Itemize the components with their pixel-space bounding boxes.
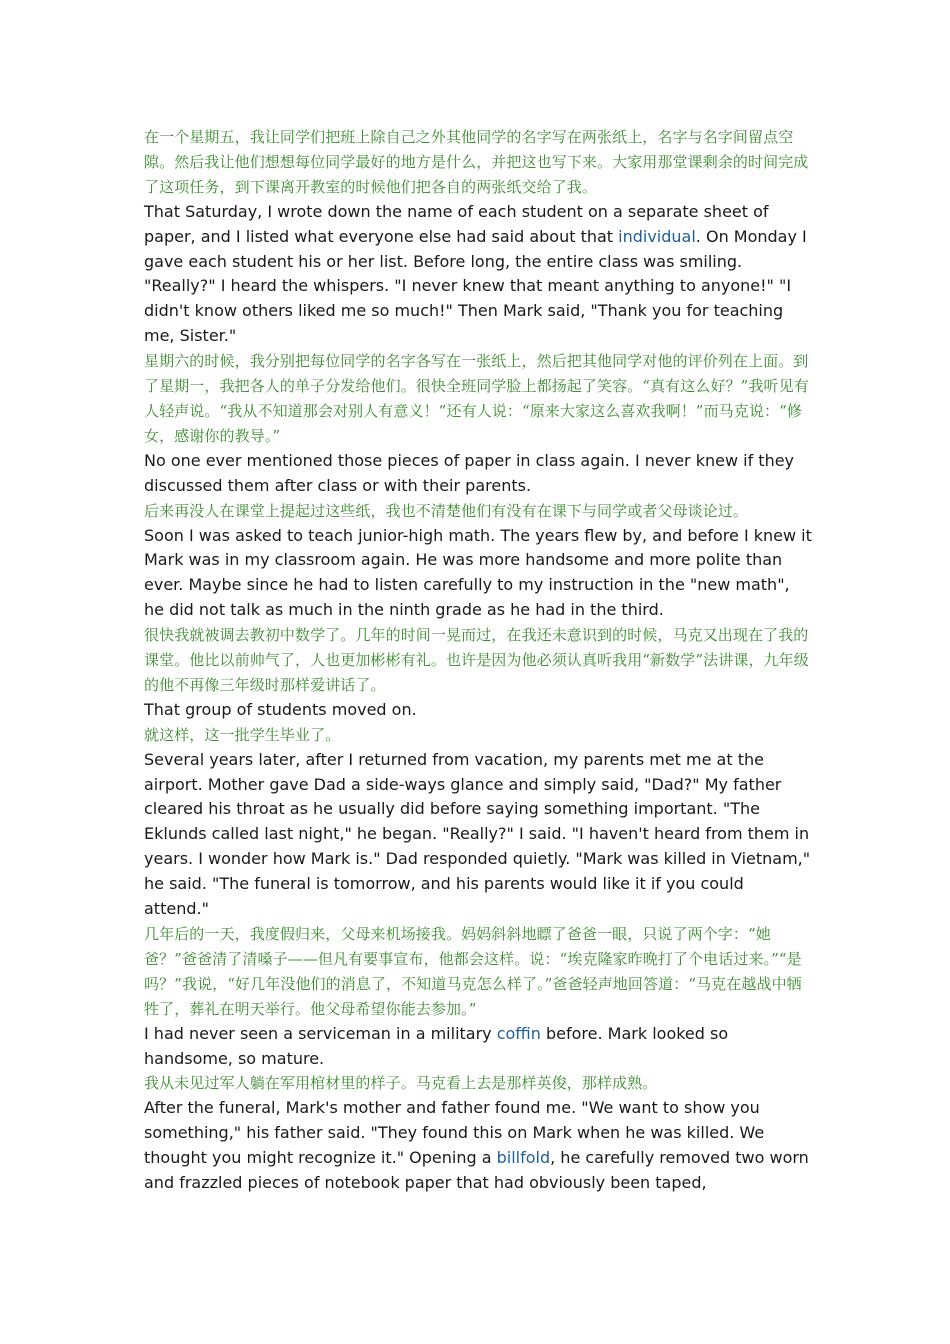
paragraph-text: Several years later, after I returned from vacation, my parents met me at the airport. Mother gave Dad a side-ways glance and simply said, "Dad?" My father cleared his throat as he usually did before saying something important. "The Eklunds called last night," he began. "Really?" I said. "I haven't heard from them in years. I wonder how Mark is." Dad responded quietly. "Mark was killed in Vietnam," he said. "The funeral is tomorrow, and his parents would like it if you could attend." [144, 749, 811, 919]
paragraph-text: 在一个星期五，我让同学们把班上除自己之外其他同学的名字写在两张纸上，名字与名字间留点空隙。然后我让他们想想每位同学最好的地方是什么，并把这也写下来。大家用那堂课剩余的时间完成了这项任务，到下课离开教室的时候他们把各自的两张纸交给了我。 [144, 128, 809, 196]
english-paragraph [144, 1096, 812, 1196]
paragraph-text: After the funeral, Mark's mother and father found me. "We want to show you something," his father said. "They found this on Mark when he was killed. We thought you might recognize it." Opening a [144, 1098, 765, 1168]
paragraph-text: No one ever mentioned those pieces of paper in class again. I never knew if they discussed them after class or with their parents. [144, 450, 795, 495]
english-paragraph [144, 698, 812, 723]
chinese-translation-paragraph [144, 623, 812, 698]
document-body [144, 125, 812, 1196]
chinese-translation-paragraph [144, 723, 812, 748]
english-paragraph [144, 200, 812, 349]
english-paragraph [144, 449, 812, 499]
paragraph-text: I had never seen a serviceman in a military [144, 1023, 497, 1043]
chinese-translation-paragraph [144, 499, 812, 524]
paragraph-text: 后来再没人在课堂上提起过这些纸，我也不清楚他们有没有在课下与同学或者父母谈论过。 [144, 501, 749, 520]
paragraph-text: That Saturday, I wrote down the name of each student on a separate sheet of paper, and I listed what everyone else had said about that [144, 201, 769, 246]
paragraph-text: 几年后的一天，我度假归来，父母来机场接我。妈妈斜斜地瞟了爸爸一眼，只说了两个字：“她爸？”爸爸清了清嗓子——但凡有要事宣布，他都会这样。说：“埃克隆家昨晚打了个电话过来。”“是吗？”我说，“好几年没他们的消息了，不知道马克怎么样了。”爸爸轻声地回答道：“马克在越战中牺牲了，葬礼在明天举行。他父母希望你能去参加。” [144, 925, 802, 1018]
paragraph-text: Soon I was asked to teach junior-high math. The years flew by, and before I knew it Mark was in my classroom again. He was more handsome and more polite than ever. Maybe since he had to listen carefully to my instruction in the "new math", he did not talk as much in the ninth grade as he had in the third. [144, 525, 812, 620]
chinese-translation-paragraph [144, 1071, 812, 1096]
paragraph-text: That group of students moved on. [144, 699, 417, 719]
paragraph-text: . On Monday I gave each student his or her list. Before long, the entire class was smiling. "Really?" I heard the whispers. "I never knew that meant anything to anyone!" "I didn't know others liked me so much!" Then Mark said, "Thank you for teaching me, Sister." [144, 226, 807, 346]
paragraph-text: 我从未见过军人躺在军用棺材里的样子。马克看上去是那样英俊，那样成熟。 [144, 1074, 658, 1093]
paragraph-text: , he carefully removed two worn and frazzled pieces of notebook paper that had obviously been taped, [144, 1148, 809, 1193]
vocabulary-link[interactable]: coffin [496, 1023, 541, 1043]
chinese-translation-paragraph [144, 349, 812, 449]
paragraph-text: 很快我就被调去教初中数学了。几年的时间一晃而过，在我还未意识到的时候，马克又出现在了我的课堂。他比以前帅气了，人也更加彬彬有礼。也许是因为他必须认真听我用“新数学”法讲课，九年级的他不再像三年级时那样爱讲话了。 [144, 626, 809, 694]
paragraph-text: before. Mark looked so handsome, so mature. [144, 1023, 729, 1068]
paragraph-text: 星期六的时候，我分别把每位同学的名字各写在一张纸上，然后把其他同学对他的评价列在上面。到了星期一，我把各人的单子分发给他们。很快全班同学脸上都扬起了笑容。“真有这么好？”我听见有人轻声说。“我从不知道那会对别人有意义！”还有人说：“原来大家这么喜欢我啊！”而马克说：“修女，感谢你的教导。” [144, 352, 809, 445]
vocabulary-link[interactable]: billfold [496, 1148, 551, 1168]
english-paragraph [144, 748, 812, 922]
vocabulary-link[interactable]: individual [618, 226, 696, 246]
chinese-translation-paragraph [144, 125, 812, 200]
paragraph-text: 就这样，这一批学生毕业了。 [144, 725, 341, 744]
chinese-translation-paragraph [144, 922, 812, 1022]
english-paragraph [144, 524, 812, 624]
english-paragraph [144, 1022, 812, 1072]
